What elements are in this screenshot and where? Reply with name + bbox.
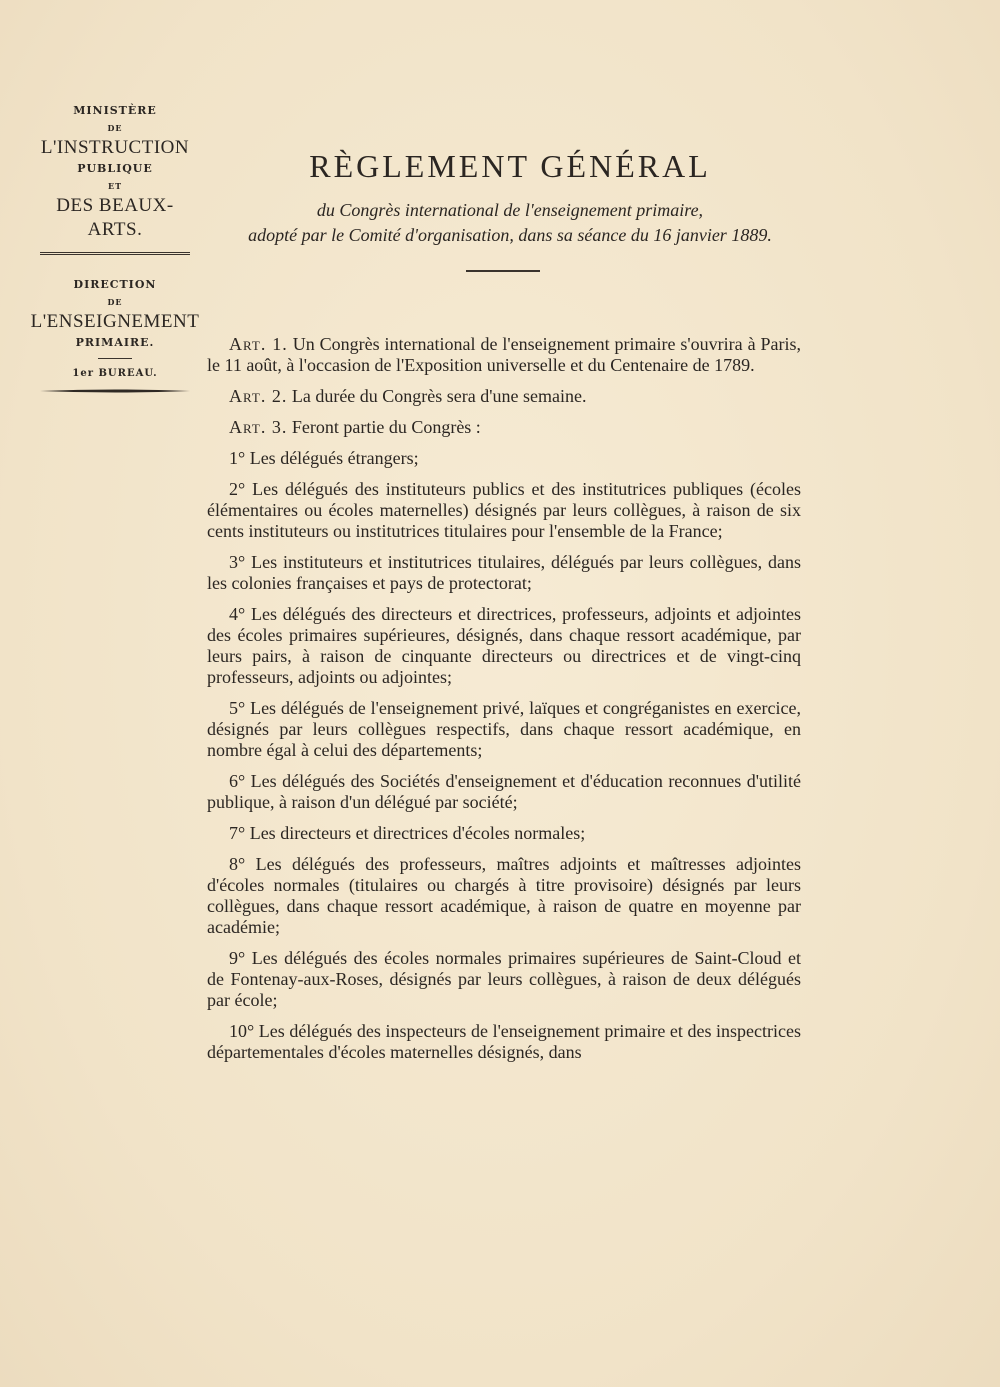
list-item: 10° Les délégués des inspecteurs de l'enseignement primaire et des inspectrices départementales d'écoles maternelles désignés, dans — [207, 1021, 801, 1062]
direction-line: DE — [107, 297, 123, 307]
document-subtitle: du Congrès international de l'enseignement primaire, — [316, 200, 704, 220]
title-rule — [466, 270, 540, 272]
article-label: Art. 2. — [229, 386, 288, 406]
article-text: Feront partie du Congrès : — [291, 417, 481, 437]
list-item: 4° Les délégués des directeurs et directrices, professeurs, adjoints et adjointes des écoles primaires supérieures, désignés, dans chaque ressort académique, par leurs pairs, à raison de cinquante directeurs ou directrices et de vingt-cinq professeurs, adjoints ou adjointes; — [207, 604, 801, 687]
direction-line: PRIMAIRE. — [75, 336, 155, 349]
list-item: 2° Les délégués des instituteurs publics et des institutrices publiques (écoles élémentaires ou écoles maternelles) désignés par leurs collègues, à raison de six cents instituteurs ou institutrices titulaires pour l'ensemble de la France; — [207, 479, 801, 541]
document-body — [207, 334, 801, 1073]
document-subtitle: adopté par le Comité d'organisation, dans sa séance du 16 janvier 1889. — [248, 225, 772, 245]
short-rule — [98, 358, 132, 359]
article-text: La durée du Congrès sera d'une semaine. — [291, 386, 587, 406]
list-item: 5° Les délégués de l'enseignement privé, laïques et congréganistes en exercice, désignés par leurs collègues respectifs, dans chaque ressort académique, en nombre égal à celui des départements; — [207, 698, 801, 760]
ministry-line: ET — [107, 181, 123, 191]
ministry-line: DES BEAUX-ARTS. — [56, 195, 174, 240]
list-item: 1° Les délégués étrangers; — [229, 448, 419, 468]
double-rule — [40, 252, 190, 255]
ministry-line: MINISTÈRE — [73, 104, 157, 117]
list-item: 6° Les délégués des Sociétés d'enseignement et d'éducation reconnues d'utilité publique, à raison d'un délégué par société; — [207, 771, 801, 812]
list-item: 3° Les instituteurs et institutrices titulaires, délégués par leurs collègues, dans les colonies françaises et pays de protectorat; — [207, 552, 801, 593]
ministry-line: PUBLIQUE — [77, 162, 153, 175]
article-label: Art. 1. — [229, 334, 288, 354]
article — [207, 334, 801, 376]
direction-line: L'ENSEIGNEMENT — [30, 311, 200, 332]
article-label: Art. 3. — [229, 417, 288, 437]
ministry-line: L'INSTRUCTION — [40, 137, 190, 158]
article — [207, 417, 801, 438]
ministry-line: DE — [107, 123, 123, 133]
list-item: 7° Les directeurs et directrices d'écoles normales; — [229, 823, 586, 843]
bureau-line: 1er BUREAU. — [72, 368, 158, 379]
article — [207, 386, 801, 407]
article-text: Un Congrès international de l'enseignement primaire s'ouvrira à Paris, le 11 août, à l'occasion de l'Exposition universelle et du Centenaire de 1789. — [207, 334, 801, 375]
list-item: 9° Les délégués des écoles normales primaires supérieures de Saint-Cloud et de Fontenay-aux-Roses, désignés par leurs collègues, à raison de deux délégués par école; — [207, 948, 801, 1010]
ministry-block — [30, 104, 200, 255]
direction-block — [30, 278, 200, 399]
list-item: 8° Les délégués des professeurs, maîtres adjoints et maîtresses adjointes d'écoles normales (titulaires ou chargés à titre provisoire) désignés par leurs collègues, dans chaque ressort académique, à raison de quatre en moyenne par académie; — [207, 854, 801, 937]
swelled-rule — [40, 388, 190, 394]
document-title: RÈGLEMENT GÉNÉRAL — [309, 148, 711, 184]
direction-line: DIRECTION — [73, 278, 157, 291]
